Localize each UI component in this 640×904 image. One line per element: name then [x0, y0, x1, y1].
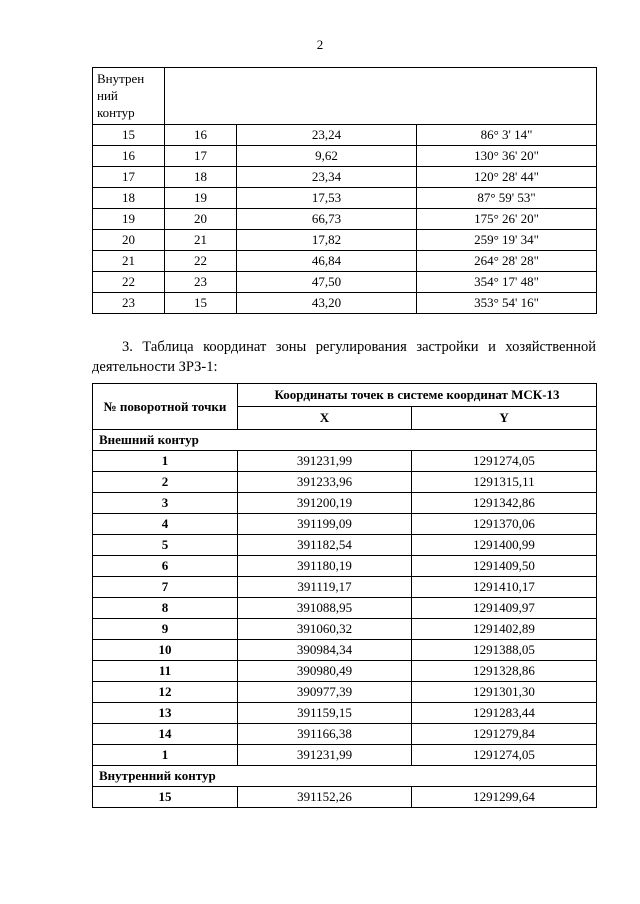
- x-coordinate-cell: 391088,95: [238, 598, 412, 619]
- y-coordinate-cell: 1291388,05: [412, 640, 597, 661]
- segment-row: [93, 188, 597, 209]
- y-coordinate-cell: 1291274,05: [412, 745, 597, 766]
- segment-from-cell: 18: [93, 188, 165, 209]
- y-coordinate-cell: 1291400,99: [412, 535, 597, 556]
- segment-from-cell: 19: [93, 209, 165, 230]
- segment-from-cell: 15: [93, 125, 165, 146]
- point-number-cell: 3: [93, 493, 238, 514]
- y-coordinate-cell: 1291274,05: [412, 451, 597, 472]
- point-number-cell: 8: [93, 598, 238, 619]
- coordinate-row: [93, 556, 597, 577]
- segment-length-cell: 17,82: [237, 230, 417, 251]
- header-y-cell: Y: [412, 407, 597, 430]
- segment-angle-cell: 87° 59' 53": [417, 188, 597, 209]
- point-number-cell: 12: [93, 682, 238, 703]
- y-coordinate-cell: 1291315,11: [412, 472, 597, 493]
- contour-label-cell: Внутрен ний контур: [93, 68, 165, 125]
- segment-angle-cell: 354° 17' 48": [417, 272, 597, 293]
- segment-from-cell: 17: [93, 167, 165, 188]
- segment-from-cell: 16: [93, 146, 165, 167]
- segment-angle-cell: 259° 19' 34": [417, 230, 597, 251]
- table-caption-text: 3. Таблица координат зоны регулирования застройки и хозяйственной деятельности ЗРЗ-1:: [92, 339, 596, 375]
- segment-from-cell: 21: [93, 251, 165, 272]
- table-caption-paragraph: [92, 337, 596, 377]
- coordinate-row: [93, 640, 597, 661]
- inner-contour-segments-table: [92, 67, 597, 314]
- point-number-cell: 13: [93, 703, 238, 724]
- y-coordinate-cell: 1291301,30: [412, 682, 597, 703]
- x-coordinate-cell: 391060,32: [238, 619, 412, 640]
- segment-row: [93, 167, 597, 188]
- segment-angle-cell: 130° 36' 20": [417, 146, 597, 167]
- segment-to-cell: 17: [165, 146, 237, 167]
- segment-length-cell: 23,24: [237, 125, 417, 146]
- y-coordinate-cell: 1291299,64: [412, 787, 597, 808]
- coordinate-row: [93, 493, 597, 514]
- segment-from-cell: 23: [93, 293, 165, 314]
- section-inner-contour-cell: Внутренний контур: [93, 766, 597, 787]
- y-coordinate-cell: 1291402,89: [412, 619, 597, 640]
- x-coordinate-cell: 390977,39: [238, 682, 412, 703]
- x-coordinate-cell: 391231,99: [238, 745, 412, 766]
- point-number-cell: 10: [93, 640, 238, 661]
- point-number-cell: 15: [93, 787, 238, 808]
- section-inner-contour: [93, 766, 597, 787]
- y-coordinate-cell: 1291342,86: [412, 493, 597, 514]
- segment-angle-cell: 353° 54' 16": [417, 293, 597, 314]
- header-x-cell: X: [238, 407, 412, 430]
- header-coords-cell: Координаты точек в системе координат МСК-13: [238, 384, 597, 407]
- x-coordinate-cell: 391180,19: [238, 556, 412, 577]
- x-coordinate-cell: 391233,96: [238, 472, 412, 493]
- section-outer-contour-cell: Внешний контур: [93, 430, 597, 451]
- point-number-cell: 5: [93, 535, 238, 556]
- contour-label-row: [93, 68, 597, 125]
- segment-length-cell: 66,73: [237, 209, 417, 230]
- segment-row: [93, 230, 597, 251]
- segment-length-cell: 23,34: [237, 167, 417, 188]
- segment-to-cell: 23: [165, 272, 237, 293]
- point-number-cell: 1: [93, 745, 238, 766]
- segment-row: [93, 251, 597, 272]
- segment-length-cell: 47,50: [237, 272, 417, 293]
- segment-angle-cell: 120° 28' 44": [417, 167, 597, 188]
- point-number-cell: 14: [93, 724, 238, 745]
- segment-from-cell: 20: [93, 230, 165, 251]
- coordinate-row: [93, 787, 597, 808]
- y-coordinate-cell: 1291370,06: [412, 514, 597, 535]
- point-number-cell: 6: [93, 556, 238, 577]
- page-number: 2: [316, 37, 324, 52]
- coordinate-row: [93, 451, 597, 472]
- coordinate-row: [93, 619, 597, 640]
- contour-label-empty-cell: [165, 68, 597, 125]
- x-coordinate-cell: 391200,19: [238, 493, 412, 514]
- segment-to-cell: 22: [165, 251, 237, 272]
- y-coordinate-cell: 1291279,84: [412, 724, 597, 745]
- x-coordinate-cell: 391182,54: [238, 535, 412, 556]
- segment-to-cell: 15: [165, 293, 237, 314]
- y-coordinate-cell: 1291410,17: [412, 577, 597, 598]
- coordinate-row: [93, 514, 597, 535]
- y-coordinate-cell: 1291283,44: [412, 703, 597, 724]
- y-coordinate-cell: 1291409,97: [412, 598, 597, 619]
- segment-to-cell: 20: [165, 209, 237, 230]
- segment-length-cell: 9,62: [237, 146, 417, 167]
- segment-row: [93, 272, 597, 293]
- coordinate-row: [93, 703, 597, 724]
- x-coordinate-cell: 391199,09: [238, 514, 412, 535]
- x-coordinate-cell: 391159,15: [238, 703, 412, 724]
- segment-length-cell: 43,20: [237, 293, 417, 314]
- header-row-1: [93, 384, 597, 407]
- point-number-cell: 7: [93, 577, 238, 598]
- coordinate-row: [93, 661, 597, 682]
- segment-to-cell: 18: [165, 167, 237, 188]
- coordinate-row: [93, 472, 597, 493]
- segment-angle-cell: 86° 3' 14": [417, 125, 597, 146]
- coordinate-row: [93, 745, 597, 766]
- x-coordinate-cell: 390984,34: [238, 640, 412, 661]
- header-point-cell: № поворотной точки: [93, 384, 238, 430]
- point-number-cell: 1: [93, 451, 238, 472]
- point-number-cell: 2: [93, 472, 238, 493]
- coordinate-row: [93, 682, 597, 703]
- segment-to-cell: 19: [165, 188, 237, 209]
- point-number-cell: 9: [93, 619, 238, 640]
- segment-to-cell: 21: [165, 230, 237, 251]
- coordinate-row: [93, 724, 597, 745]
- segment-row: [93, 125, 597, 146]
- x-coordinate-cell: 391152,26: [238, 787, 412, 808]
- segment-length-cell: 17,53: [237, 188, 417, 209]
- x-coordinate-cell: 390980,49: [238, 661, 412, 682]
- y-coordinate-cell: 1291409,50: [412, 556, 597, 577]
- coordinate-row: [93, 598, 597, 619]
- y-coordinate-cell: 1291328,86: [412, 661, 597, 682]
- segment-angle-cell: 264° 28' 28": [417, 251, 597, 272]
- segment-row: [93, 209, 597, 230]
- segment-from-cell: 22: [93, 272, 165, 293]
- segment-length-cell: 46,84: [237, 251, 417, 272]
- segment-row: [93, 293, 597, 314]
- x-coordinate-cell: 391231,99: [238, 451, 412, 472]
- point-number-cell: 11: [93, 661, 238, 682]
- point-number-cell: 4: [93, 514, 238, 535]
- segment-to-cell: 16: [165, 125, 237, 146]
- coordinate-row: [93, 535, 597, 556]
- segment-row: [93, 146, 597, 167]
- x-coordinate-cell: 391119,17: [238, 577, 412, 598]
- coordinate-row: [93, 577, 597, 598]
- coordinates-table: [92, 383, 597, 808]
- segment-angle-cell: 175° 26' 20": [417, 209, 597, 230]
- section-outer-contour: [93, 430, 597, 451]
- x-coordinate-cell: 391166,38: [238, 724, 412, 745]
